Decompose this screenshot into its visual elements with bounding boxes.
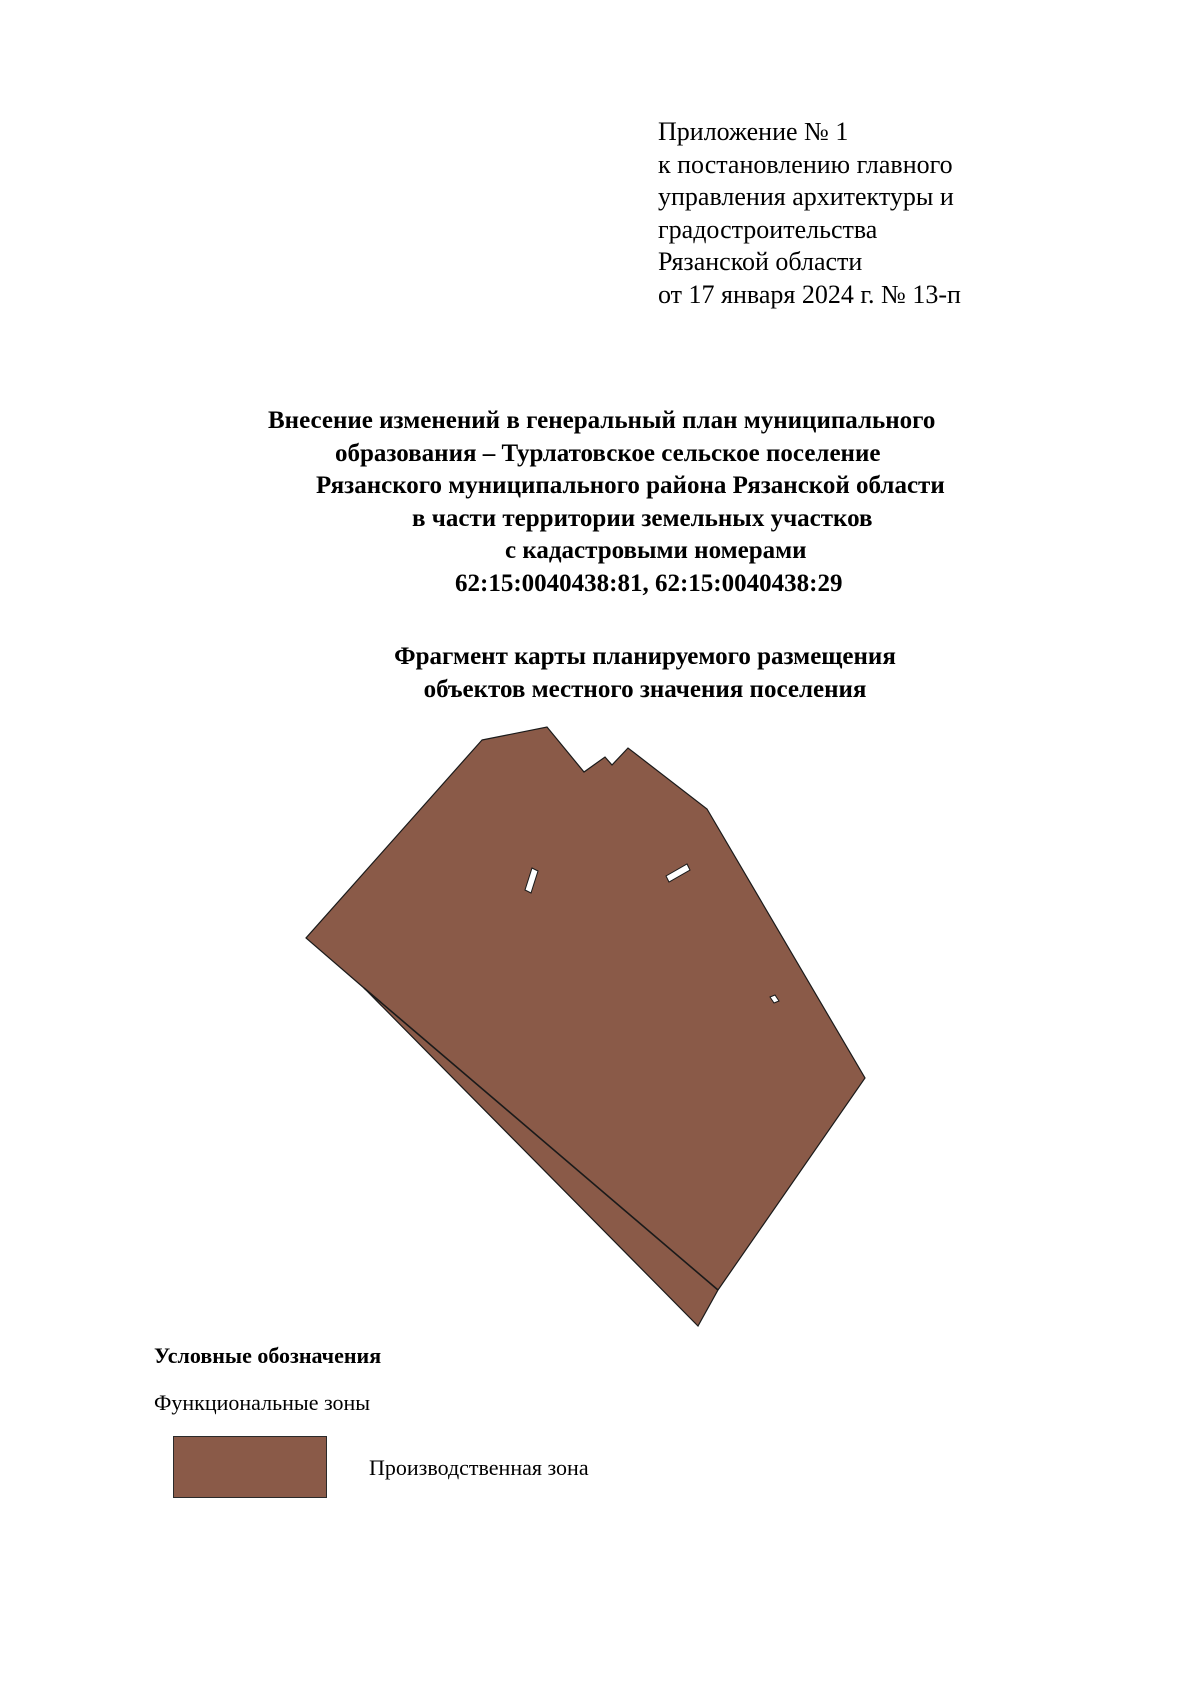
appendix-line: Приложение № 1	[658, 117, 849, 146]
legend-heading: Условные обозначения	[154, 1343, 382, 1368]
title-line: с кадастровыми номерами	[505, 537, 807, 564]
appendix-line: от 17 января 2024 г. № 13-п	[658, 279, 961, 309]
legend-subheading: Функциональные зоны	[154, 1390, 371, 1415]
appendix-line: Рязанской области	[658, 247, 863, 276]
subtitle-line: Фрагмент карты планируемого размещения	[394, 643, 896, 670]
title-line: 62:15:0040438:81, 62:15:0040438:29	[455, 569, 843, 597]
title-line: в части территории земельных участков	[412, 504, 873, 532]
title-line: Рязанского муниципального района Рязанской области	[316, 472, 945, 499]
appendix-line: градостроительства	[658, 214, 878, 244]
title-line: Внесение изменений в генеральный план муниципального	[268, 407, 936, 434]
legend-swatch-production-zone	[173, 1436, 327, 1498]
production-zone-area	[306, 727, 865, 1326]
subtitle-line: объектов местного значения поселения	[423, 675, 867, 703]
appendix-line: к постановлению главного	[658, 149, 953, 179]
appendix-line: управления архитектуры и	[658, 182, 954, 211]
legend-label-production-zone: Производственная зона	[369, 1455, 589, 1480]
title-line: образования – Турлатовское сельское поселение	[335, 439, 881, 467]
